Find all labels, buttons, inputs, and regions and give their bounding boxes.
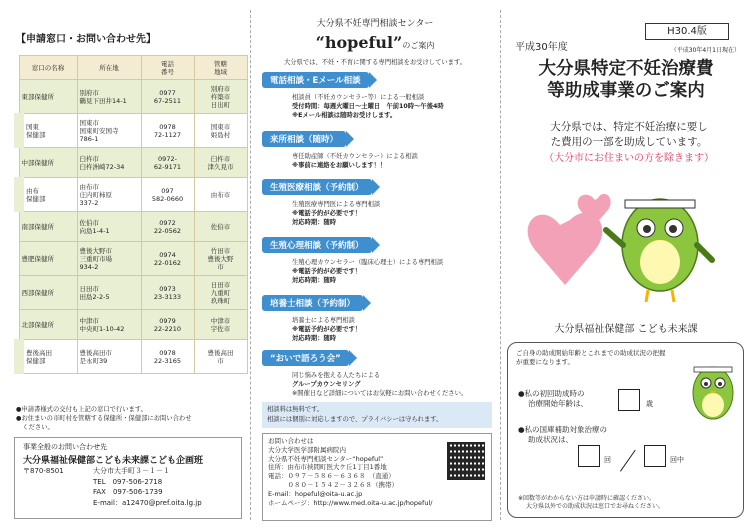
cover-desc-line2: た費用の一部を助成しています。 [550,136,708,148]
header-phone-l2: 番号 [161,67,174,76]
office-name: 東部保健所 [21,92,54,101]
table-row [19,114,247,148]
age-question-l1: ●私の初回助成時の [518,389,585,398]
office-name: 中部保健所 [21,158,54,167]
section-line: ※Eメール相談は随時お受けします。 [292,112,397,119]
office-phone-cell-line: 0977 [159,88,176,97]
office-address-cell-line: 臼杵市 [79,154,99,163]
section-body [292,93,492,120]
office-area-cell-line: 玖珠町 [210,296,231,305]
office-name: 北部保健所 [21,320,54,329]
header-office: 窓口の名称 [19,56,77,80]
office-area-cell [194,178,247,212]
office-name: 西部保健所 [21,288,54,297]
office-name: 保健部 [26,356,46,365]
office-phone-cell-line: 097 [161,186,174,195]
office-phone-cell-line: 72-1127 [153,130,182,139]
office-phone-cell[interactable] [141,148,194,178]
office-phone-cell-line: 0972- [158,154,177,163]
mascot-with-hearts-illustration [520,170,730,305]
age-question [518,389,588,409]
office-address-cell-line: 三重町市場 [79,254,112,263]
general-contact-zip: 〒870-8501 [23,467,64,475]
section-body [292,371,492,398]
office-area-cell [194,242,247,276]
section-body [292,258,492,285]
general-contact-address: 大分市大手町３－１－１ [93,467,170,475]
general-contact-heading: 事業全般のお問い合わせ先 [23,443,107,451]
fraction-slash [620,450,636,472]
office-area-cell-line: 九重町 [210,288,231,297]
version-tag: H30.4版 [645,23,729,40]
age-question-l2: 治療開始年齢は、 [528,399,588,408]
general-contact-tel: TEL 097-506-2718 [93,477,163,486]
section-line: 生殖医療専門医による専門相談 [292,201,381,208]
self-check-intro: ご自身の助成開始年齢とこれまでの助成状況の把握が重要になります。 [516,349,666,366]
table-row [19,80,247,114]
office-phone-cell-line: 0978 [159,122,176,131]
section-heading-bar: 来所相談（随時） [262,131,346,147]
count-question [518,425,607,445]
office-area-cell-line: 姫島村 [210,130,231,139]
section-line: ※事前に連絡をお願いします！！ [292,162,387,169]
office-area-cell [194,148,247,178]
office-address-cell [77,242,141,276]
center-contact-line: 住所：由布市挾間町医大ケ丘1丁目1番地 [268,463,387,472]
section-body [292,316,492,343]
section-line: 受付時間：毎週火曜日～土曜日 午前10時～午後4時 [292,103,444,110]
office-phone-cell-line: 0978 [159,348,176,357]
section-line: 培養士による専門相談 [292,317,355,324]
office-area-cell-line: 臼杵市 [210,154,231,163]
office-name: 豊後高田 [26,348,52,357]
office-phone-cell-line: 0979 [159,316,176,325]
section-line: ※電話予約が必要です！ [292,210,362,217]
fiscal-year: 平成30年度 [515,42,568,53]
office-name-cell [19,178,77,212]
office-table-body [19,80,247,374]
header-area-l1: 管轄 [214,59,227,68]
office-name: 保健部 [26,194,46,203]
section-line: 専任助産師（不妊カウンセラー）による相談 [292,153,418,160]
office-table [14,55,248,374]
office-address-cell-line: 田島2-2-5 [79,292,110,301]
section-body [292,152,492,170]
center-contact-line: 大分大学医学部附属病院内 [268,445,346,454]
section-heading-bar: 電話相談・Eメール相談 [262,72,369,88]
office-address-cell-line: 鶴見下田井14-1 [79,96,127,105]
count-question-l1: ●私の国庫補助対象治療の [518,425,608,434]
center-contact-email[interactable]: E-mail：hopeful@oita-u.ac.jp [268,489,363,498]
office-address-cell [77,178,141,212]
small-mascot-icon [686,353,741,431]
office-area-cell [194,114,247,148]
fold-divider [500,10,501,520]
self-check-box [507,342,744,518]
office-address-cell-line: 786-1 [79,134,99,143]
section-line: 生殖心理カウンセラー（臨床心理士）による専門相談 [292,259,444,266]
center-contact-website[interactable]: ホームページ：http://www.med.oita-u.ac.jp/hopeful/ [268,498,433,507]
office-address-cell-line: 中津市 [79,316,99,325]
office-address-cell-line: 庄内町柿原 [79,190,112,199]
section-body [292,200,492,227]
age-unit: 歳 [646,400,653,408]
section-line: ※電話予約が必要です！ [292,268,362,275]
office-area-cell-line: 中津市 [210,316,231,325]
footnote-l2: 大分県以外での助成状況は窓口でお尋ねください。 [526,503,665,510]
office-address-cell-line: 337-2 [79,198,99,207]
note-line: ●お住まいの市町村を管轄する保健所・保健部にお問い合わせ [16,415,192,422]
general-contact-address-row [23,466,233,477]
header-phone-l1: 電話 [161,59,174,68]
office-address-cell-line: 豊後大野市 [79,246,112,255]
office-phone-cell[interactable] [141,340,194,374]
office-address-cell-line: 由布市 [79,182,99,191]
office-area-cell-line: 豊後高田 [207,348,234,357]
table-row [19,310,247,340]
office-area-cell-line: 日田市 [210,280,231,289]
office-address-cell-line: 臼杵洲崎72-34 [79,162,125,171]
section-heading-bar: 生殖医療相談（予約制） [262,179,372,195]
cover-title-line1: 大分県特定不妊治療費 [538,59,714,79]
office-address-cell-line: 国東町安国寺 [79,126,119,135]
office-address-cell [77,212,141,242]
mascot-icon [606,199,712,302]
office-address-cell [77,310,141,340]
note-line: ●申請書様式の交付も上記の窓口で行います。 [16,406,147,413]
times-total-input-box[interactable] [644,445,666,467]
office-address-cell-line: 向島1-4-1 [79,226,110,235]
office-address-cell-line: 是永町39 [79,356,108,365]
office-name-cell [19,212,77,242]
office-area-cell-line: 日出町 [210,100,231,109]
office-area-cell-line: 国東市 [210,122,231,131]
office-name: 豊肥保健所 [21,254,54,263]
office-address-cell [77,80,141,114]
count-question-l2: 助成状況は、 [528,435,573,444]
free-notice-line: 相談料は無料です。 [267,406,324,413]
office-address-cell [77,340,141,374]
office-name-cell [19,114,77,148]
office-area-cell [194,276,247,310]
office-area-cell-line: 津久見市 [207,162,234,171]
office-phone-cell[interactable] [141,178,194,212]
office-phone-cell-line: 23-3133 [153,292,182,301]
office-area-cell-line: 竹田市 [210,246,231,255]
section-heading-bar: 培養士相談（予約制） [262,295,363,311]
fold-divider [250,10,251,520]
office-area-cell [194,310,247,340]
office-area-cell-line: 市 [217,356,224,365]
office-phone-cell[interactable] [141,242,194,276]
header-phone [141,56,194,80]
cover-title-line2: 等助成事業のご案内 [547,81,705,101]
office-address-cell-line: 日田市 [79,284,99,293]
center-name-main: “hopeful” [315,33,403,52]
office-phone-cell-line: 0972 [159,218,176,227]
cover-title [510,58,742,102]
office-address-cell-line: 佐伯市 [79,218,99,227]
header-area [194,56,247,80]
center-contact-mobile: ０８０－１５４２－３２６８（携帯） [268,480,398,489]
contacts-title: 【申請窓口・お問い合わせ先】 [16,34,156,45]
free-notice-line: 相談には個別に対応しますので、プライバシーは守られます。 [267,416,443,423]
section-line: グループカウンセリング [292,381,361,388]
contact-notes [16,405,242,432]
general-contact-email-row [23,498,233,509]
center-lead: 大分県では、不妊・不育に関する専門相談をお受けしています。 [283,59,467,66]
free-notice-box [262,402,492,428]
cover-desc-line1: 大分県では、特定不妊治療に要し [550,121,708,133]
center-contact-box [262,433,492,521]
office-area-cell-line: 別府市 [210,84,231,93]
section-line: 対応時期：随時 [292,335,337,342]
general-contact-fax-row [23,487,233,498]
general-contact-email[interactable]: E-mail：a12470@pref.oita.lg.jp [93,498,202,507]
times-total-unit: 回中 [670,456,684,464]
office-name-cell [19,80,77,114]
cover-exclusion-note: （大分市にお住まいの方を除きます） [544,153,714,164]
office-phone-cell-line: 67-2511 [153,96,182,105]
times-used-input-box[interactable] [578,445,600,467]
office-address-cell [77,148,141,178]
office-name: 南部保健所 [21,222,54,231]
office-phone-cell-line: 22-0162 [153,258,182,267]
office-area-cell [194,340,247,374]
self-check-footnote [518,495,738,511]
section-heading-bar: 生殖心理相談（予約制） [262,237,372,253]
cover-description [516,120,742,150]
office-address-cell-line: 豊後高田市 [79,348,112,357]
header-area-l2: 地域 [214,67,227,76]
table-row [19,212,247,242]
office-area-cell-line: 市 [217,262,224,271]
center-org: 大分県不妊専門相談センター [316,19,434,29]
general-contact-box [14,437,242,519]
office-address-cell [77,114,141,148]
table-row [19,276,247,310]
office-phone-cell-line: 62-9171 [153,162,182,171]
office-address-cell-line: 国東市 [79,118,99,127]
footnote-l1: ※回数等がわからない方は申請時に確認ください。 [518,495,656,502]
office-name-cell [19,148,77,178]
office-name-cell [19,242,77,276]
large-heart-icon [528,213,603,285]
table-header [19,56,247,80]
center-contact-line: お問い合わせは [268,437,314,445]
note-line: ください。 [16,424,54,431]
section-line: ※電話予約が必要です！ [292,326,362,333]
office-address-cell-line: 別府市 [79,88,99,97]
office-address-cell [77,276,141,310]
office-phone-cell-line: 22-2210 [153,324,182,333]
section-line: ※開催日など詳細についてはお気軽にお問い合わせください。 [292,390,468,397]
section-line: 同じ悩みを抱える人たちによる [292,372,381,379]
qr-code-icon [447,442,485,480]
table-row [19,242,247,276]
office-area-cell-line: 佐伯市 [210,222,231,231]
general-contact-org: 大分県福祉保健部こども未来課こども企画班 [23,456,204,466]
office-phone-cell[interactable] [141,212,194,242]
office-phone-cell[interactable] [141,310,194,340]
office-address-cell-line: 934-2 [79,262,99,271]
center-contact-phone: 電話：０９７－５８６－６３６８ （直通） [268,472,395,481]
office-address-cell-line: 中央町1-10-42 [79,324,125,333]
office-area-cell-line: 杵築市 [210,92,231,101]
office-name-cell [19,340,77,374]
table-row [19,178,247,212]
section-line: 相談員（不妊カウンセラー等）による一般相談 [292,94,425,101]
office-area-cell [194,80,247,114]
center-contact-line: 大分県不妊専門相談センター“hopeful” [268,454,384,463]
office-phone-cell-line: 0974 [159,250,176,259]
times-used-unit: 回 [604,456,611,464]
office-area-cell-line: 由布市 [210,190,231,199]
section-line: 対応時期：随時 [292,277,337,284]
office-name: 保健部 [26,130,46,139]
age-input-box[interactable] [618,389,640,411]
office-phone-cell[interactable] [141,276,194,310]
office-phone-cell-line: 582-0660 [151,194,184,203]
office-area-cell-line: 豊後大野 [207,254,234,263]
office-phone-cell-line: 22-0562 [153,226,182,235]
office-name: 由布 [26,186,39,195]
office-name-cell [19,276,77,310]
header-address: 所在地 [77,56,141,80]
section-heading-bar: “おいで語ろう会” [262,350,349,366]
office-name: 国東 [26,122,39,131]
general-contact-fax: FAX 097-506-1739 [93,488,163,496]
center-name-suffix: のご案内 [402,41,435,50]
department-name: 大分県福祉保健部 こども未来課 [554,324,698,335]
office-phone-cell[interactable] [141,114,194,148]
office-phone-cell-line: 0973 [159,284,176,293]
table-row [19,340,247,374]
office-area-cell [194,212,247,242]
table-row [19,148,247,178]
general-contact-tel-row [23,477,233,488]
office-phone-cell-line: 22-3165 [153,356,182,365]
office-area-cell-line: 宇佐市 [210,324,231,333]
section-line: 対応時期：随時 [292,219,337,226]
center-name [258,33,492,52]
contacts-date: （平成30年4月1日現在） [670,47,740,54]
office-phone-cell[interactable] [141,80,194,114]
office-name-cell [19,310,77,340]
